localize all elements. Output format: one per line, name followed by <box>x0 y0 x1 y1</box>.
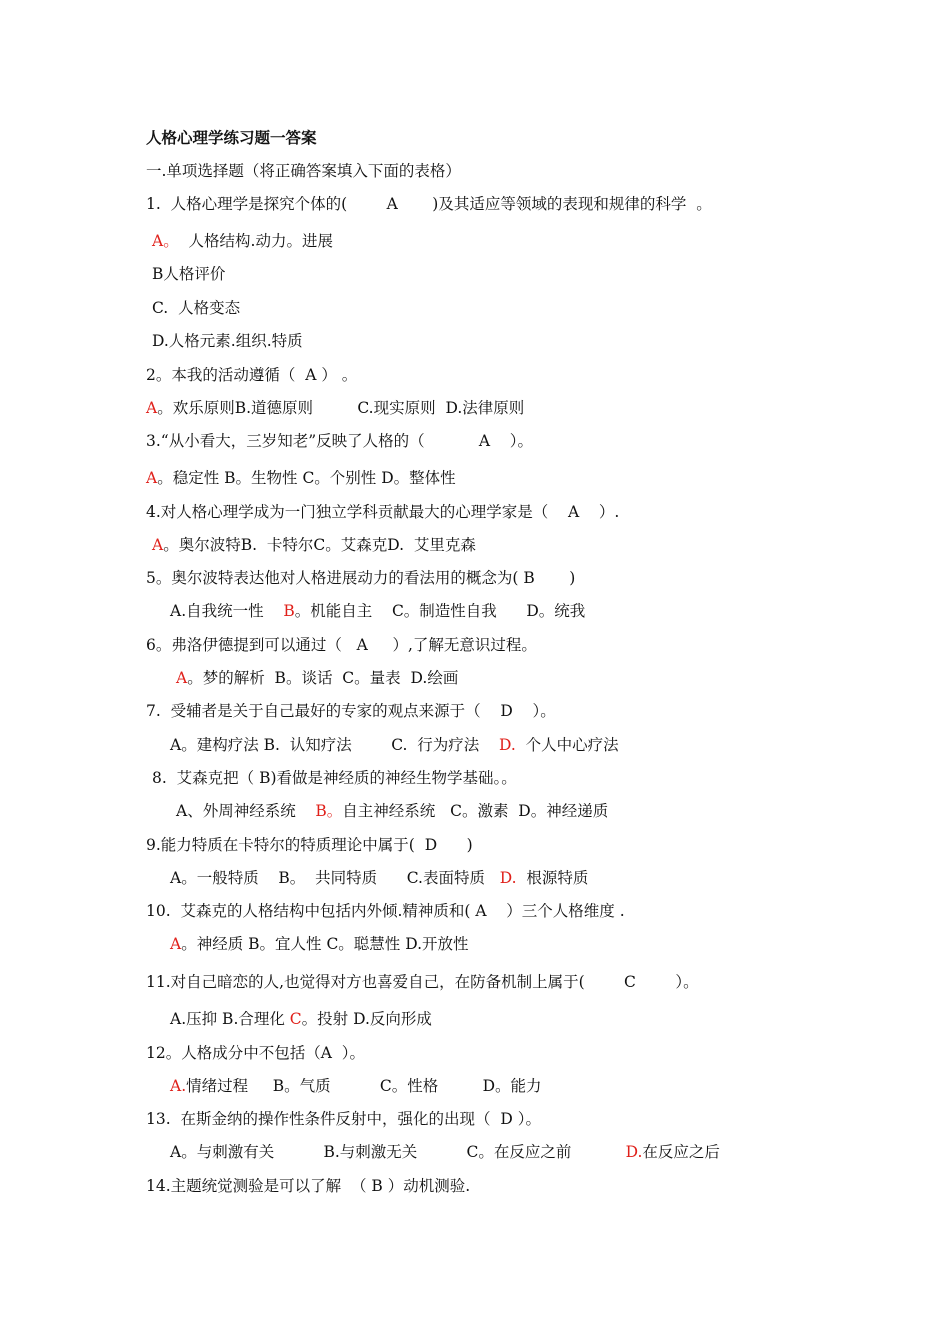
document-line <box>146 972 699 992</box>
answer-option-marker: A <box>170 935 182 953</box>
document-line <box>152 298 240 318</box>
line-text: 10. 艾森克的人格结构中包括内外倾.精神质和( A ）三个人格维度 . <box>146 902 625 920</box>
line-text: 1. 人格心理学是探究个体的( A )及其适应等领域的表现和规律的科学 。 <box>146 195 712 213</box>
document-line <box>146 901 625 921</box>
document-line <box>170 735 619 755</box>
document-line <box>146 468 456 488</box>
line-text: 11.对自己暗恋的人,也觉得对方也喜爱自己，在防备机制上属于( C ）。 <box>146 973 699 991</box>
answer-option-marker: D. <box>625 1143 643 1161</box>
line-text: 3.“从小看大，三岁知老”反映了人格的（ A ）。 <box>146 432 533 450</box>
document-line <box>176 668 458 688</box>
answer-option-marker: A <box>176 669 188 687</box>
line-text: A。建构疗法 B. 认知疗法 C. 行为疗法 <box>170 736 500 754</box>
answer-option-marker: A. <box>170 1077 187 1095</box>
document-line <box>152 768 517 788</box>
answer-option-marker: A。 <box>152 232 179 250</box>
line-text: 。梦的解析 B。谈话 C。量表 D.绘画 <box>187 669 459 687</box>
line-text: C. 人格变态 <box>152 299 241 317</box>
line-text: B人格评价 <box>152 265 226 283</box>
document-line <box>170 1009 432 1029</box>
document-line <box>170 601 585 621</box>
line-text: 14.主题统觉测验是可以了解 （ B ）动机测验. <box>146 1177 471 1195</box>
answer-option-marker: A <box>146 399 158 417</box>
document-line <box>146 502 619 522</box>
answer-option-marker: A <box>152 536 164 554</box>
answer-option-marker: A <box>146 469 158 487</box>
line-text: 根源特质 <box>516 869 589 887</box>
line-text: A.自我统一性 <box>170 602 284 620</box>
document-line <box>146 701 556 721</box>
line-text: 6。弗洛伊德提到可以通过（ A ）,了解无意识过程。 <box>146 636 537 654</box>
document-line <box>146 398 524 418</box>
document-line <box>146 1043 365 1063</box>
line-text: A。一般特质 B。 共同特质 C.表面特质 <box>170 869 500 887</box>
document-title: 人格心理学练习题一答案 <box>146 128 317 147</box>
line-text: 。稳定性 B。生物性 C。个别性 D。整体性 <box>157 469 456 487</box>
answer-option-marker: C <box>289 1010 302 1028</box>
line-text: 12。人格成分中不包括（A ）。 <box>146 1044 366 1062</box>
document-line <box>146 1109 541 1129</box>
line-text: 个人中心疗法 <box>515 736 619 754</box>
document-line <box>176 801 608 821</box>
document-line <box>152 331 303 351</box>
line-text: 9.能力特质在卡特尔的特质理论中属于( D ) <box>146 836 473 854</box>
document-line <box>170 1076 542 1096</box>
document-line <box>152 231 333 251</box>
answer-option-marker: D. <box>499 869 517 887</box>
line-text: 。投射 D.反向形成 <box>301 1010 432 1028</box>
line-text: 自主神经系统 C。激素 D。神经递质 <box>342 802 609 820</box>
line-text: A、外周神经系统 <box>176 802 316 820</box>
line-text: 。神经质 B。宜人性 C。聪慧性 D.开放性 <box>181 935 469 953</box>
line-text: 人格结构.动力。进展 <box>178 232 333 250</box>
line-text: 。欢乐原则B.道德原则 C.现实原则 D.法律原则 <box>157 399 525 417</box>
document-line <box>170 1142 720 1162</box>
line-text: 。奥尔波特B. 卡特尔C。艾森克D. 艾里克森 <box>163 536 476 554</box>
line-text: 4.对人格心理学成为一门独立学科贡献最大的心理学家是（ A ）. <box>146 503 620 521</box>
line-text: 情绪过程 B。气质 C。性格 D。能力 <box>186 1077 542 1095</box>
line-text: 8. 艾森克把（ B)看做是神经质的神经生物学基础。。 <box>152 769 517 787</box>
answer-option-marker: B。 <box>315 802 343 820</box>
line-text: A。与刺激有关 B.与刺激无关 C。在反应之前 <box>170 1143 626 1161</box>
line-text: 13. 在斯金纳的操作性条件反射中，强化的出现（ D ）。 <box>146 1110 541 1128</box>
section-heading: 一.单项选择题（将正确答案填入下面的表格） <box>146 162 461 180</box>
document-line <box>146 1176 470 1196</box>
document-line <box>170 868 588 888</box>
answer-option-marker: B <box>283 602 295 620</box>
document-line <box>146 635 537 655</box>
line-text: 。机能自主 C。制造性自我 D。统我 <box>294 602 586 620</box>
document-line <box>152 264 225 284</box>
document-line <box>152 535 476 555</box>
answer-option-marker: D. <box>499 736 516 754</box>
line-text: A.压抑 B.合理化 <box>170 1010 290 1028</box>
line-text: D.人格元素.组织.特质 <box>152 332 303 350</box>
line-text: 5。奥尔波特表达他对人格进展动力的看法用的概念为( B ) <box>146 569 576 587</box>
line-text: 2。本我的活动遵循（ A ） 。 <box>146 366 358 384</box>
line-text: 7. 受辅者是关于自己最好的专家的观点来源于（ D ）。 <box>146 702 556 720</box>
document-line <box>146 194 712 214</box>
document-line <box>146 431 533 451</box>
document-line <box>170 934 469 954</box>
document-line <box>146 835 473 855</box>
document-line <box>146 568 575 588</box>
document-line <box>146 365 357 385</box>
line-text: 在反应之后 <box>642 1143 720 1161</box>
